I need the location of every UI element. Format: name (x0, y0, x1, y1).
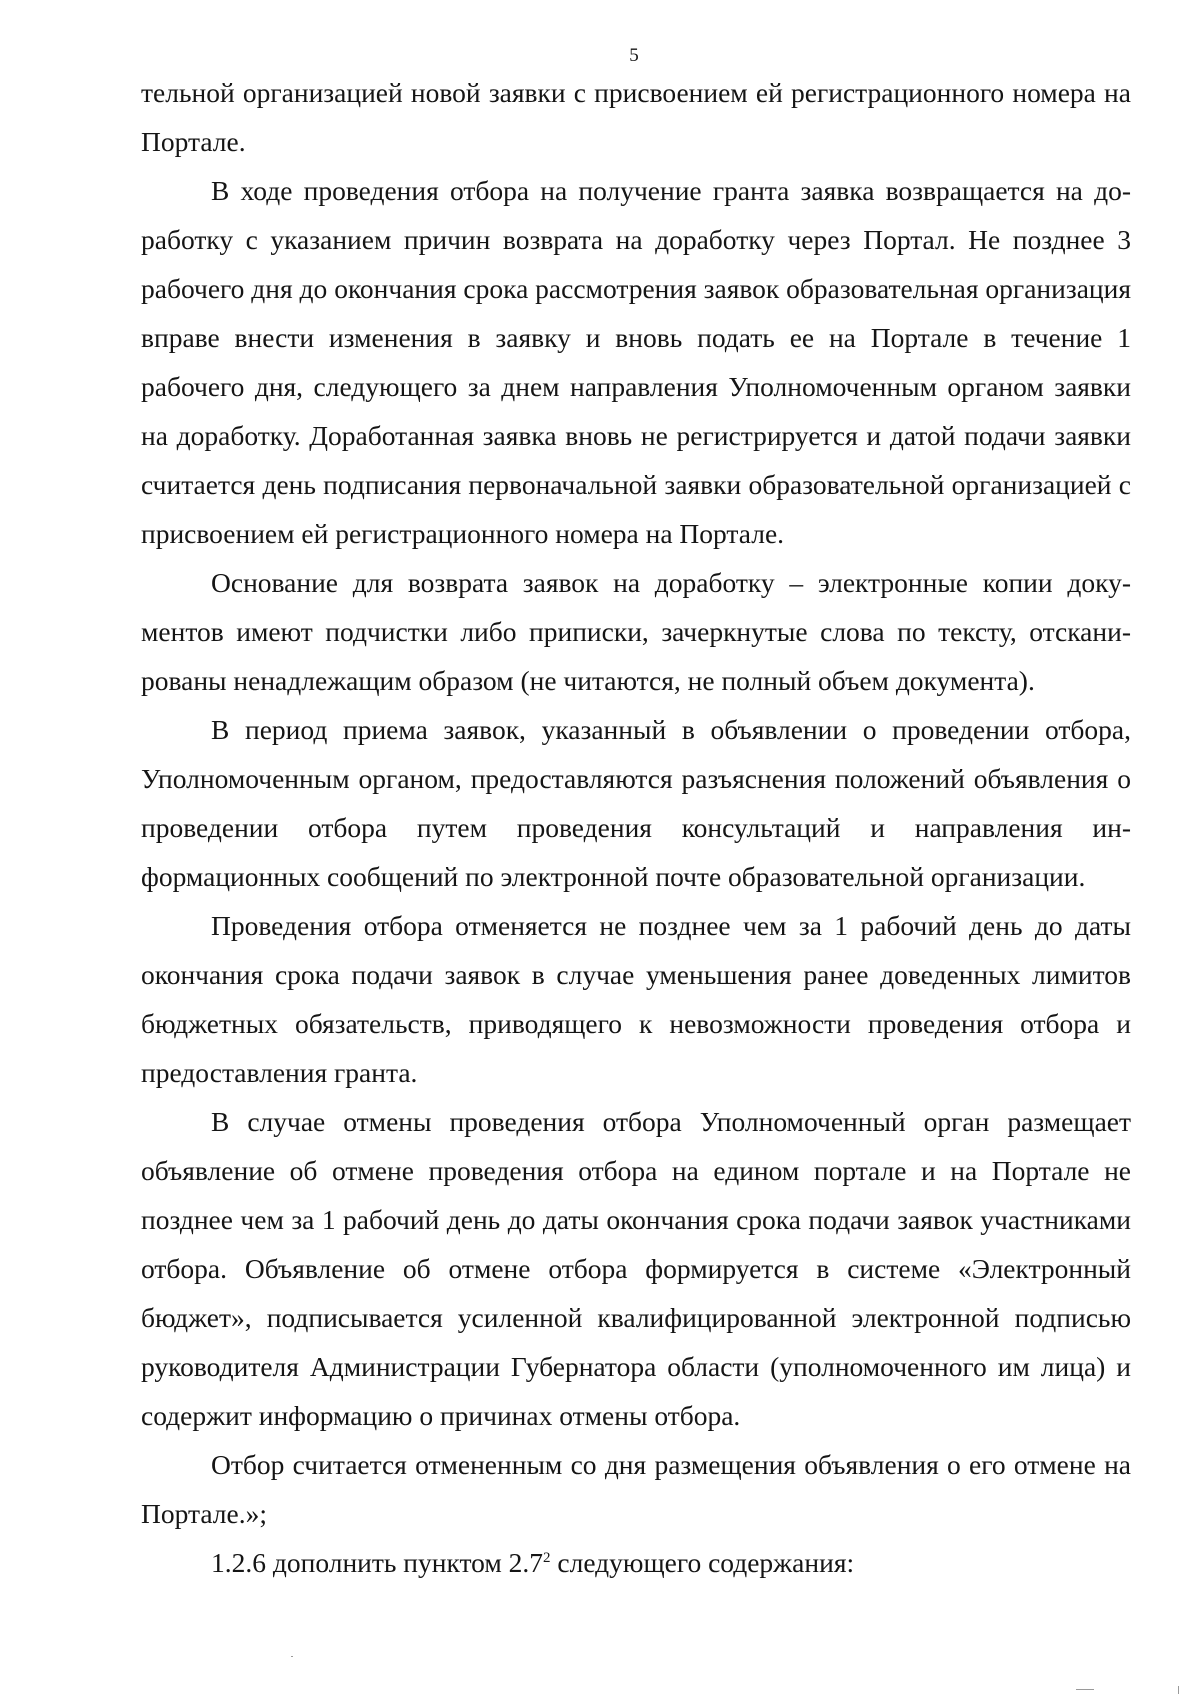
page-number: 5 (629, 45, 639, 66)
document-body (141, 68, 1131, 1587)
paragraph-cancellation-effective: Отбор считается отмененным со дня размещения объявления о его отмене на Портале.»; (141, 1449, 1131, 1529)
paragraph-clarifications: В период приема заявок, указанный в объявлении о проведении отбора, Уполномоченным органом, предоставляются разъяснения положений объявления о проведении отбора путем проведения консультаций и направления информационных сообщений по электронной почте образовательной организации. (141, 714, 1131, 892)
paragraph-continuation: тельной организацией новой заявки с присвоением ей регистрационного номера на Портале. (141, 77, 1131, 157)
paragraph-amendment-item (141, 1538, 1131, 1587)
scan-artifact-mark (291, 1656, 293, 1657)
scan-artifact-mark (1076, 1689, 1094, 1690)
paragraph-cancellation-deadline: Проведения отбора отменяется не позднее чем за 1 рабочий день до даты окончания срока подачи заявок в случае уменьшения ранее доведенных лимитов бюджетных обязательств, приводящего к невозможности проведения отбора и предоставления гранта. (141, 910, 1131, 1088)
scan-artifact-mark (1178, 1686, 1179, 1694)
amendment-superscript: 2 (543, 1549, 551, 1566)
paragraph-return-for-revision: В ходе проведения отбора на получение гранта заявка возвращается на доработку с указанием причин возврата на доработку через Портал. Не позднее 3 рабочего дня до окончания срока рассмотрения заявок образовательная организация вправе внести изменения в заявку и вновь подать ее на Портале в течение 1 рабочего дня, следующего за днем направления Уполномоченным органом заявки на доработку. Доработанная заявка вновь не регистрируется и датой подачи заявки считается день подписания первоначальной заявки образовательной организацией с присвоением ей регистрационного номера на Портале. (141, 175, 1131, 549)
paragraph-cancellation-notice: В случае отмены проведения отбора Уполномоченный орган размещает объявление об отмене проведения отбора на едином портале и на Портале не позднее чем за 1 рабочий день до даты окончания срока подачи заявок участниками отбора. Объявление об отмене отбора формируется в системе «Электронный бюджет», подписывается усиленной квалифицированной электронной подписью руководителя Администрации Губернатора области (уполномоченного им лица) и содержит информацию о причинах отмены отбора. (141, 1106, 1131, 1431)
paragraph-return-grounds: Основание для возврата заявок на доработку – электронные копии документов имеют подчистки либо приписки, зачеркнутые слова по тексту, отсканированы ненадлежащим образом (не читаются, не полный объем документа). (141, 567, 1131, 696)
amendment-text-end: следующего содержания: (550, 1547, 855, 1578)
amendment-text: 1.2.6 дополнить пунктом 2.7 (211, 1547, 544, 1578)
